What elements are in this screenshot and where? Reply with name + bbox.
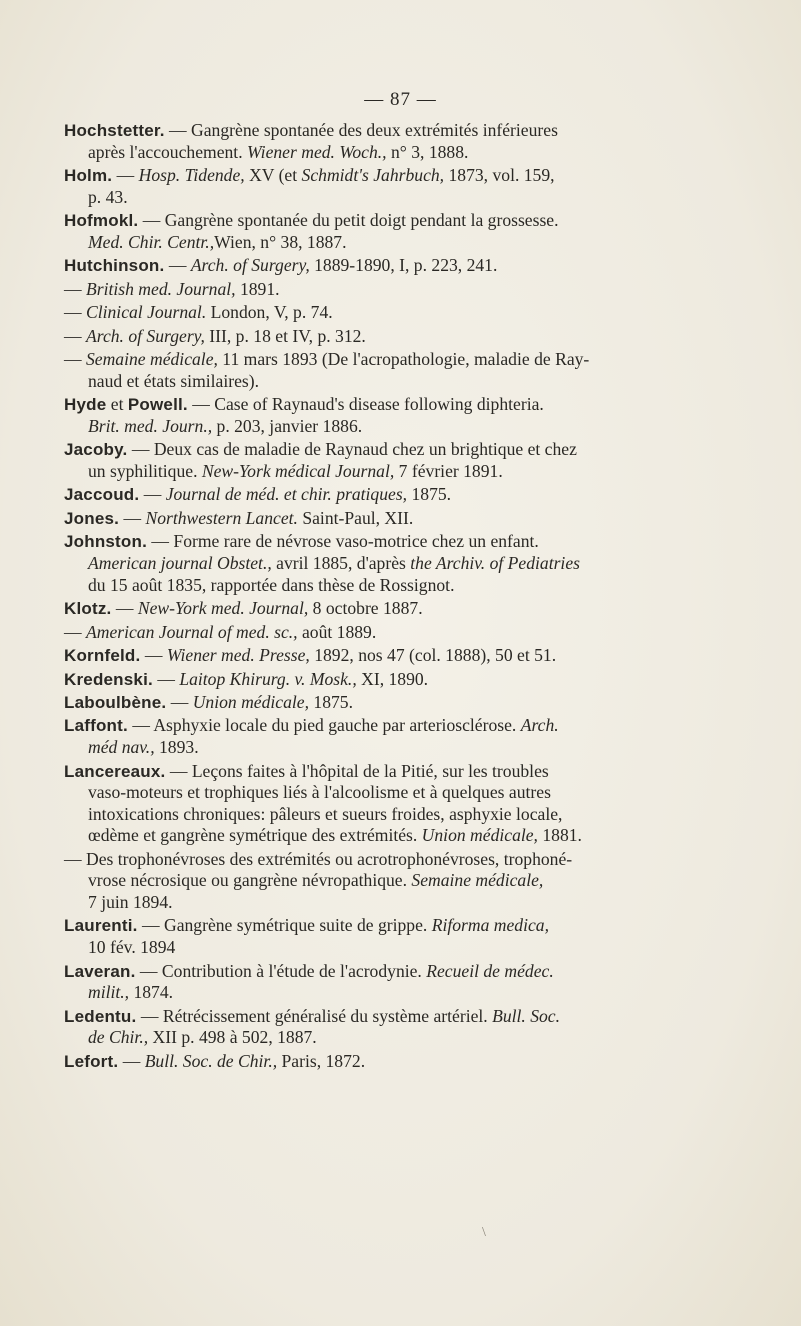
entry-text: 7 juin 1894. — [88, 892, 173, 912]
publication-title: Riforma medica, — [431, 915, 549, 936]
publication-title: Brit. med. Journ., — [88, 415, 213, 436]
entry-text: — — [140, 645, 167, 666]
entry-line — [64, 326, 764, 348]
bibliography-entry — [64, 1006, 764, 1049]
entry-text: 11 mars 1893 (De l'acropathologie, maladie de Ray- — [217, 349, 590, 370]
author-name: Kornfeld. — [64, 646, 141, 666]
publication-title: de Chir., — [88, 1027, 149, 1048]
publication-title: American journal Obstet., — [88, 552, 272, 573]
author-name: Hofmokl. — [64, 211, 139, 231]
author-name: Jaccoud. — [64, 485, 140, 505]
publication-title: Laitop Khirurg. v. Mosk., — [179, 668, 357, 689]
entry-text: — — [119, 507, 146, 528]
entry-line — [64, 761, 764, 783]
entry-text: 1875. — [407, 484, 452, 505]
entry-line — [64, 598, 764, 620]
entry-text: — — [112, 165, 139, 186]
entry-text: après l'accouchement. — [88, 141, 247, 162]
entry-line — [64, 142, 764, 164]
entry-line — [64, 782, 764, 804]
entry-text: — Des trophonévroses des extrémités ou acrotrophonévroses, trophoné- — [64, 848, 573, 869]
publication-title: British med. Journal, — [86, 278, 236, 299]
bibliography-entry — [64, 1051, 764, 1073]
publication-title: Union médicale, — [192, 691, 310, 712]
author-name: Laurenti. — [64, 916, 138, 936]
bibliography-entry — [64, 279, 764, 301]
publication-title: Northwestern Lancet. — [145, 507, 298, 528]
author-name: Jones. — [64, 508, 120, 528]
bibliography-entry — [64, 692, 764, 714]
entry-text: — — [64, 325, 86, 346]
entry-text: — — [152, 668, 180, 689]
entry-text: XI, 1890. — [356, 668, 429, 689]
publication-title: Bull. Soc. de Chir., — [144, 1050, 278, 1071]
entry-text: p. 43. — [88, 186, 128, 207]
entry-line — [64, 508, 764, 530]
entry-text: — Leçons faites à l'hôpital de la Pitié, sur les troubles — [165, 760, 549, 781]
author-name: Laveran. — [64, 961, 136, 981]
bibliography-entry — [64, 715, 764, 758]
publication-title: Union médicale, — [421, 825, 538, 846]
bibliography-entry — [64, 165, 764, 208]
bibliography-list — [64, 120, 764, 1074]
entry-text: London, V, p. 74. — [206, 302, 333, 323]
entry-text: — Rétrécissement généralisé du système artériel. — [136, 1005, 493, 1026]
entry-text: un syphilitique. — [88, 460, 202, 481]
entry-line — [64, 692, 764, 714]
entry-line — [64, 669, 764, 691]
entry-text: XII p. 498 à 502, 1887. — [148, 1027, 317, 1048]
publication-title: Arch. of Surgery, — [86, 325, 205, 346]
entry-text: Wien, n° 38, 1887. — [214, 231, 347, 252]
entry-text: Paris, 1872. — [277, 1050, 366, 1071]
entry-text: — Asphyxie locale du pied gauche par arteriosclérose. — [127, 715, 521, 736]
entry-text: — Forme rare de névrose vaso-motrice chez un enfant. — [147, 531, 539, 552]
bibliography-entry — [64, 326, 764, 348]
author-name: Kredenski. — [64, 669, 153, 689]
bibliography-entry — [64, 120, 764, 163]
entry-line — [64, 849, 764, 871]
entry-line — [64, 416, 764, 438]
entry-line — [64, 210, 764, 232]
entry-text: août 1889. — [297, 621, 377, 642]
publication-title: Schmidt's Jahrbuch, — [301, 165, 445, 186]
author-name: Laffont. — [64, 716, 128, 736]
author-name: Laboulbène. — [64, 692, 167, 712]
author-name: Klotz. — [64, 599, 112, 619]
page-number: — 87 — — [364, 89, 437, 110]
entry-text: — — [64, 621, 86, 642]
publication-title: Hosp. Tidende, — [138, 165, 245, 186]
entry-text: — — [164, 255, 191, 276]
author-name: Ledentu. — [64, 1006, 137, 1026]
entry-line — [64, 804, 764, 826]
publication-title: American Journal of med. sc., — [86, 621, 298, 642]
entry-line — [64, 1051, 764, 1073]
entry-line — [64, 961, 764, 983]
entry-text: — — [166, 691, 193, 712]
author-name: Powell. — [127, 395, 188, 415]
entry-text: — — [64, 302, 86, 323]
entry-text: — Gangrène spontanée du petit doigt pendant la grossesse. — [138, 210, 559, 231]
entry-text: 1873, vol. 159, — [444, 165, 555, 186]
entry-line — [64, 870, 764, 892]
entry-line — [64, 892, 764, 914]
entry-text: XV (et — [244, 165, 302, 186]
entry-line — [64, 349, 764, 371]
entry-text: — — [118, 1050, 145, 1071]
entry-text: — — [111, 598, 138, 619]
author-name: Jacoby. — [64, 440, 128, 460]
bibliography-entry — [64, 849, 764, 914]
entry-line — [64, 575, 764, 597]
publication-title: Wiener med. Woch., — [247, 141, 387, 162]
entry-text: 10 fév. 1894 — [88, 937, 176, 958]
publication-title: Bull. Soc. — [492, 1005, 561, 1026]
entry-text: 1891. — [235, 278, 280, 299]
entry-text: naud et états similaires). — [88, 370, 259, 391]
entry-text: — Gangrène spontanée des deux extrémités inférieures — [164, 120, 558, 140]
entry-text: — — [64, 278, 86, 299]
entry-line — [64, 302, 764, 324]
publication-title: New-York med. Journal, — [137, 598, 309, 619]
entry-text: p. 203, janvier 1886. — [212, 415, 363, 436]
entry-text: 1892, nos 47 (col. 1888), 50 et 51. — [309, 645, 557, 666]
entry-text: 1874. — [129, 982, 174, 1003]
entry-line — [64, 553, 764, 575]
entry-line — [64, 371, 764, 393]
entry-line — [64, 622, 764, 644]
entry-text: 8 octobre 1887. — [308, 598, 423, 619]
entry-text: III, p. 18 et IV, p. 312. — [204, 325, 366, 346]
publication-title: Wiener med. Presse, — [166, 645, 310, 666]
entry-text: 1875. — [309, 691, 353, 712]
entry-text: — Contribution à l'étude de l'acrodynie. — [135, 960, 427, 981]
entry-text: 1881. — [537, 825, 582, 846]
bibliography-entry — [64, 961, 764, 1004]
entry-text: n° 3, 1888. — [386, 141, 469, 162]
publication-title: Semaine médicale, — [86, 349, 218, 370]
publication-title: Arch. — [520, 715, 559, 736]
entry-text: — Gangrène symétrique suite de grippe. — [137, 915, 432, 936]
publication-title: Clinical Journal. — [86, 302, 207, 323]
bibliography-entry — [64, 255, 764, 277]
entry-text: — — [139, 484, 166, 505]
entry-line — [64, 737, 764, 759]
entry-text: 1893. — [154, 737, 199, 758]
author-name: Holm. — [64, 166, 113, 186]
publication-title: milit., — [88, 982, 130, 1003]
publication-title: Semaine médicale, — [411, 870, 544, 891]
entry-text: — Case of Raynaud's disease following diphteria. — [187, 394, 544, 415]
entry-line — [64, 825, 764, 847]
bibliography-entry — [64, 669, 764, 691]
entry-text: avril 1885, d'après — [271, 552, 411, 573]
author-name: Johnston. — [64, 532, 148, 552]
publication-title: Recueil de médec. — [426, 960, 554, 981]
bibliography-entry — [64, 508, 764, 530]
bibliography-entry — [64, 394, 764, 437]
bibliography-entry — [64, 302, 764, 324]
entry-line — [64, 461, 764, 483]
publication-title: Med. Chir. Centr., — [88, 231, 215, 252]
bibliography-entry — [64, 915, 764, 958]
entry-text: — — [64, 349, 86, 370]
entry-text: Saint-Paul, XII. — [297, 507, 414, 528]
bibliography-entry — [64, 645, 764, 667]
entry-line — [64, 715, 764, 737]
author-name: Lancereaux. — [64, 761, 166, 781]
entry-text: vaso-moteurs et trophiques liés à l'alcoolisme et à quelques autres — [88, 782, 551, 803]
stray-mark: \ — [482, 1225, 486, 1240]
publication-title: Journal de méd. et chir. pratiques, — [165, 484, 408, 505]
entry-line — [64, 982, 764, 1004]
bibliography-entry — [64, 761, 764, 847]
entry-line — [64, 279, 764, 301]
bibliography-entry — [64, 598, 764, 620]
bibliography-entry — [64, 622, 764, 644]
publication-title: the Archiv. of Pediatries — [410, 552, 580, 573]
author-name: Hochstetter. — [64, 121, 165, 140]
publication-title: New-York médical Journal, — [201, 460, 395, 481]
entry-line — [64, 1027, 764, 1049]
entry-text: et — [106, 394, 128, 415]
entry-line — [64, 645, 764, 667]
entry-text: intoxications chroniques: pâleurs et sueurs froides, asphyxie locale, — [88, 803, 563, 824]
entry-line — [64, 439, 764, 461]
author-name: Hutchinson. — [64, 256, 165, 276]
entry-line — [64, 187, 764, 209]
entry-line — [64, 120, 764, 142]
entry-text: vrose nécrosique ou gangrène névropathique. — [88, 870, 412, 891]
publication-title: Arch. of Surgery, — [190, 255, 310, 276]
author-name: Hyde — [64, 395, 107, 415]
bibliography-entry — [64, 349, 764, 392]
bibliography-entry — [64, 484, 764, 506]
entry-text: — Deux cas de maladie de Raynaud chez un brightique et chez — [127, 439, 577, 460]
author-name: Lefort. — [64, 1051, 119, 1071]
entry-line — [64, 255, 764, 277]
entry-text: du 15 août 1835, rapportée dans thèse de Rossignot. — [88, 574, 455, 595]
entry-line — [64, 937, 764, 959]
entry-text: 1889-1890, I, p. 223, 241. — [309, 255, 498, 276]
entry-line — [64, 915, 764, 937]
bibliography-entry — [64, 210, 764, 253]
entry-line — [64, 232, 764, 254]
entry-line — [64, 531, 764, 553]
entry-text: œdème et gangrène symétrique des extrémités. — [88, 825, 422, 846]
bibliography-entry — [64, 439, 764, 482]
entry-line — [64, 484, 764, 506]
publication-title: méd nav., — [88, 737, 155, 758]
entry-text: 7 février 1891. — [394, 460, 503, 481]
entry-line — [64, 165, 764, 187]
bibliography-entry — [64, 531, 764, 596]
entry-line — [64, 1006, 764, 1028]
entry-line — [64, 394, 764, 416]
